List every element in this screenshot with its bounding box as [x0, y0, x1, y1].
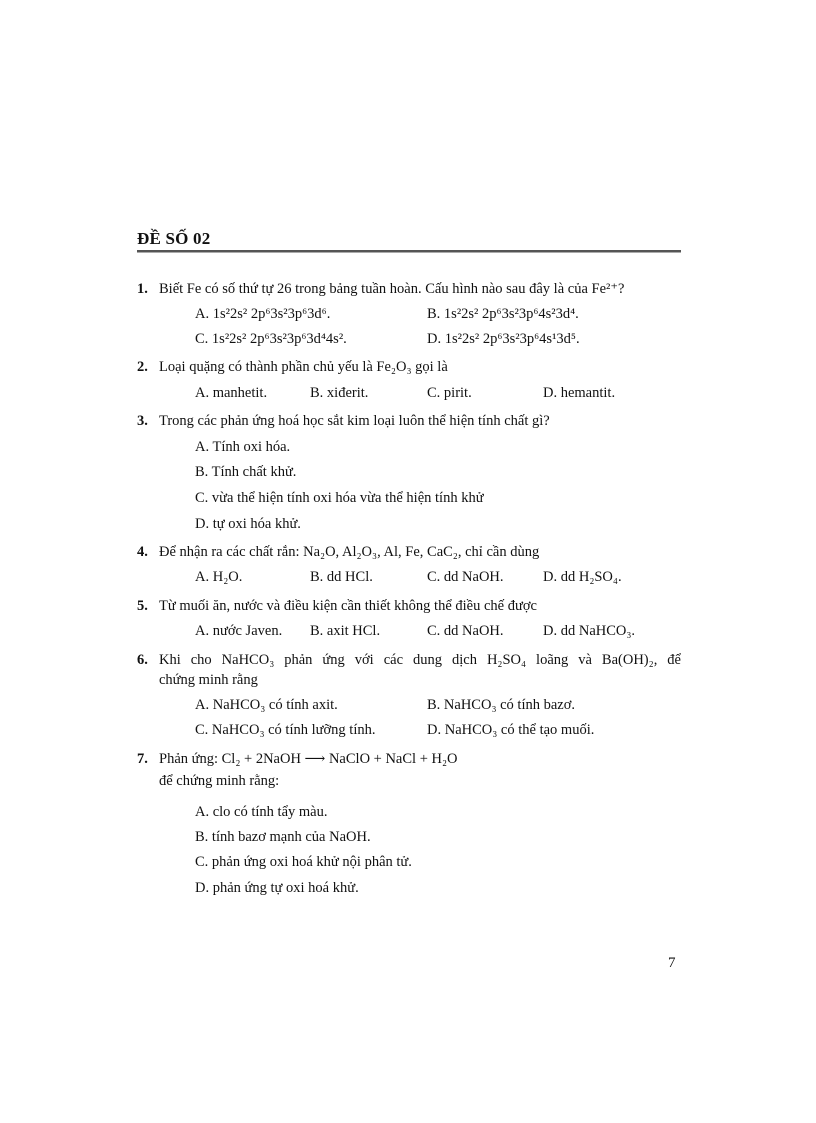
option-c[interactable]: C. vừa thể hiện tính oxi hóa vừa thể hiện tính khử [195, 490, 484, 506]
option-a[interactable]: A. clo có tính tẩy màu. [195, 804, 328, 820]
question-text-line-2: để chứng minh rằng: [159, 773, 280, 789]
option-b[interactable]: B. dd HCl. [310, 569, 373, 585]
option-a[interactable]: A. manhetit. [195, 385, 268, 401]
option-d[interactable]: D. 1s²2s² 2p⁶3s²3p⁶4s¹3d⁵. [427, 331, 580, 347]
question-number: 7. [137, 751, 148, 767]
question-number: 2. [137, 359, 148, 375]
option-d[interactable]: D. tự oxi hóa khử. [195, 516, 301, 532]
question-4 [137, 541, 681, 563]
option-c[interactable]: C. phản ứng oxi hoá khử nội phân tử. [195, 854, 412, 870]
question-1 [137, 278, 681, 300]
option-a[interactable]: A. Tính oxi hóa. [195, 439, 291, 455]
question-5 [137, 595, 681, 617]
options-row [195, 621, 675, 641]
page-number: 7 [668, 955, 676, 971]
question-text: Loại quặng có thành phần chủ yếu là Fe₂O₃ gọi là [159, 359, 448, 375]
option-b[interactable]: B. 1s²2s² 2p⁶3s²3p⁶4s²3d⁴. [427, 306, 579, 322]
option-a[interactable]: A. NaHCO₃ có tính axit. [195, 697, 338, 713]
option-d[interactable]: D. dd NaHCO₃. [543, 623, 636, 639]
option-d[interactable]: D. dd H₂SO₄. [543, 569, 622, 585]
option-c[interactable]: C. dd NaOH. [427, 569, 504, 585]
question-number: 5. [137, 598, 148, 614]
option-d[interactable]: D. phản ứng tự oxi hoá khử. [195, 880, 359, 896]
option-c[interactable]: C. pirit. [427, 385, 472, 401]
question-number: 6. [137, 652, 148, 668]
question-text: Để nhận ra các chất rắn: Na₂O, Al₂O₃, Al, Fe, CaC₂, chỉ cần dùng [159, 544, 540, 560]
question-text: Từ muối ăn, nước và điều kiện cần thiết không thể điều chế được [159, 598, 537, 614]
title-divider [137, 250, 681, 253]
option-b[interactable]: B. NaHCO₃ có tính bazơ. [427, 697, 576, 713]
option-d[interactable]: D. NaHCO₃ có thể tạo muối. [427, 722, 595, 738]
option-a[interactable]: A. H₂O. [195, 569, 243, 585]
question-number: 4. [137, 544, 148, 560]
option-b[interactable]: B. Tính chất khử. [195, 464, 297, 480]
question-text-line-1: Khi cho NaHCO₃ phản ứng với các dung dịch H₂SO₄ loãng và Ba(OH)₂, để [159, 652, 681, 668]
options-row [195, 383, 675, 403]
options-row [195, 567, 675, 587]
question-2 [137, 356, 681, 378]
question-3 [137, 410, 681, 432]
options-row [195, 329, 675, 349]
question-text-line-2: chứng minh rằng [159, 672, 258, 688]
option-b[interactable]: B. axit HCl. [310, 623, 381, 639]
question-6 [137, 649, 681, 689]
question-text: Trong các phản ứng hoá học sắt kim loại luôn thể hiện tính chất gì? [159, 413, 550, 429]
options-row [195, 695, 675, 715]
options-row [195, 304, 675, 324]
page-title: ĐỀ SỐ 02 [137, 229, 211, 248]
option-d[interactable]: D. hemantit. [543, 385, 616, 401]
option-b[interactable]: B. tính bazơ mạnh của NaOH. [195, 829, 371, 845]
question-number: 3. [137, 413, 148, 429]
option-c[interactable]: C. NaHCO₃ có tính lưỡng tính. [195, 722, 376, 738]
question-number: 1. [137, 281, 148, 297]
option-a[interactable]: A. 1s²2s² 2p⁶3s²3p⁶3d⁶. [195, 306, 331, 322]
option-a[interactable]: A. nước Javen. [195, 623, 283, 639]
option-b[interactable]: B. xiđerit. [310, 385, 369, 401]
option-c[interactable]: C. dd NaOH. [427, 623, 504, 639]
options-row [195, 720, 675, 740]
question-7 [137, 748, 681, 792]
reaction-equation: Phản ứng: Cl₂ + 2NaOH ⟶ NaClO + NaCl + H₂O [159, 751, 458, 767]
option-c[interactable]: C. 1s²2s² 2p⁶3s²3p⁶3d⁴4s². [195, 331, 347, 347]
question-text: Biết Fe có số thứ tự 26 trong bảng tuần hoàn. Cấu hình nào sau đây là của Fe²⁺? [159, 281, 625, 297]
